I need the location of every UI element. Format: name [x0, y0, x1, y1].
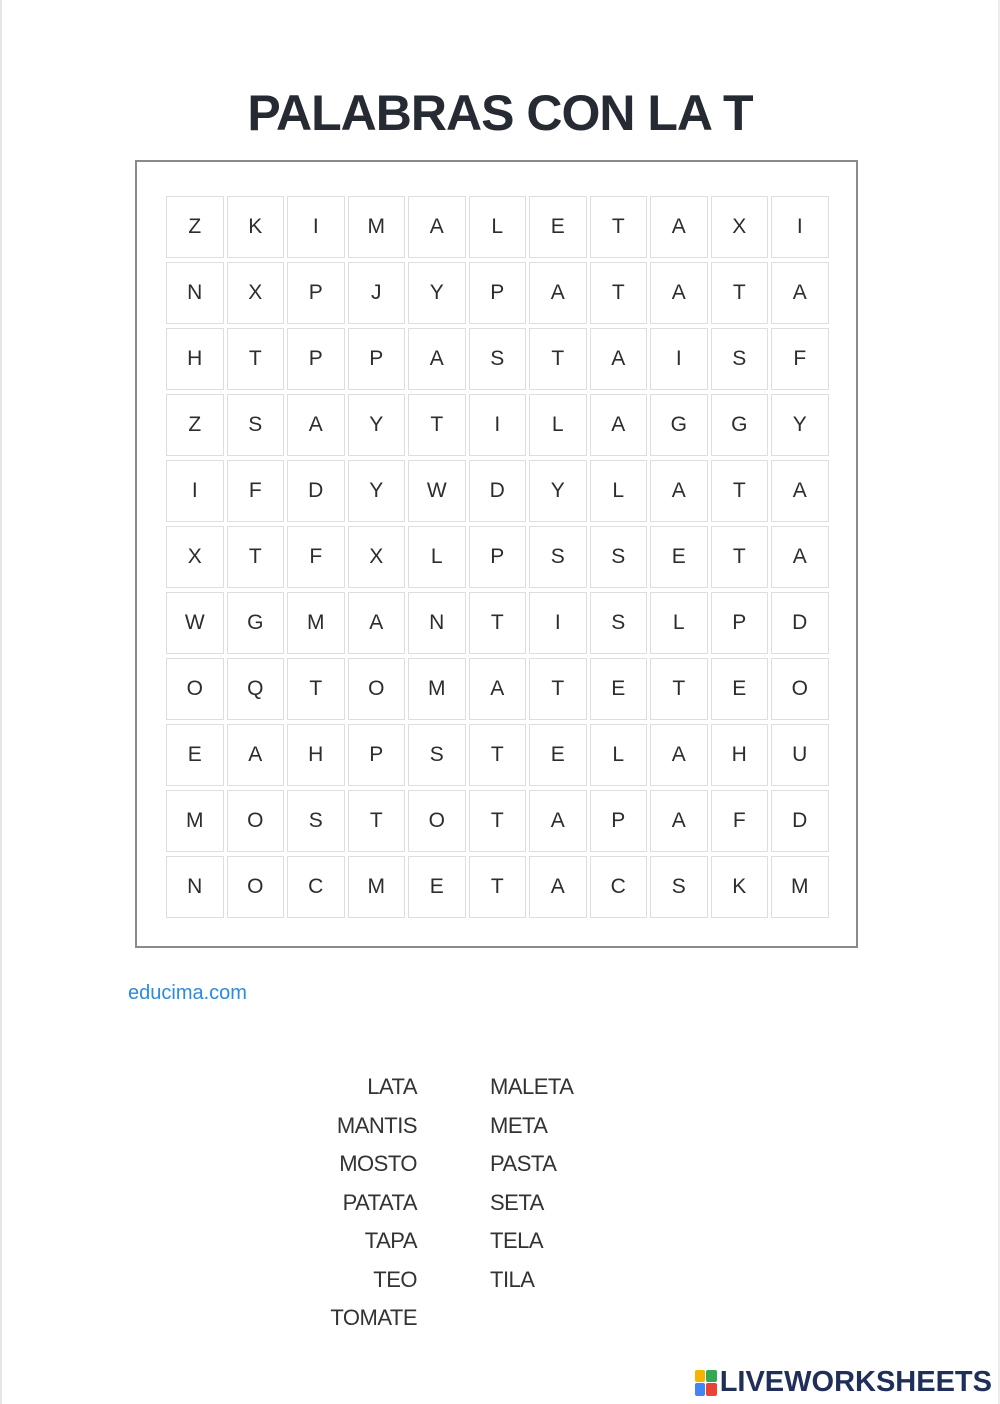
grid-cell[interactable]: T: [711, 262, 769, 324]
grid-cell[interactable]: L: [650, 592, 708, 654]
grid-cell[interactable]: S: [408, 724, 466, 786]
grid-cell[interactable]: Y: [408, 262, 466, 324]
grid-cell[interactable]: T: [469, 592, 527, 654]
grid-cell[interactable]: H: [166, 328, 224, 390]
grid-cell[interactable]: E: [529, 196, 587, 258]
grid-cell[interactable]: H: [287, 724, 345, 786]
grid-cell[interactable]: N: [166, 856, 224, 918]
grid-cell[interactable]: T: [408, 394, 466, 456]
grid-cell[interactable]: X: [711, 196, 769, 258]
grid-cell[interactable]: M: [166, 790, 224, 852]
grid-cell[interactable]: T: [529, 328, 587, 390]
grid-cell[interactable]: M: [771, 856, 829, 918]
grid-cell[interactable]: A: [227, 724, 285, 786]
word-list-item: TILA: [490, 1266, 535, 1292]
grid-cell[interactable]: J: [348, 262, 406, 324]
grid-cell[interactable]: E: [529, 724, 587, 786]
grid-cell[interactable]: W: [408, 460, 466, 522]
word-search-grid: [166, 196, 829, 918]
grid-cell[interactable]: A: [529, 790, 587, 852]
logo-tile: [695, 1370, 706, 1383]
grid-cell[interactable]: O: [408, 790, 466, 852]
grid-cell[interactable]: T: [650, 658, 708, 720]
grid-cell[interactable]: P: [348, 724, 406, 786]
grid-cell[interactable]: E: [408, 856, 466, 918]
grid-cell[interactable]: P: [287, 262, 345, 324]
grid-cell[interactable]: C: [287, 856, 345, 918]
grid-cell[interactable]: O: [348, 658, 406, 720]
grid-cell[interactable]: Z: [166, 394, 224, 456]
liveworksheets-brand[interactable]: [695, 1366, 992, 1399]
grid-cell[interactable]: D: [469, 460, 527, 522]
word-list-item: MANTIS: [336, 1112, 417, 1138]
grid-cell[interactable]: S: [711, 328, 769, 390]
logo-tile: [695, 1383, 706, 1396]
grid-cell[interactable]: N: [408, 592, 466, 654]
grid-cell[interactable]: Z: [166, 196, 224, 258]
brand-name: LIVEWORKSHEETS: [719, 1366, 992, 1398]
grid-cell[interactable]: L: [408, 526, 466, 588]
grid-cell[interactable]: T: [227, 328, 285, 390]
grid-cell[interactable]: G: [227, 592, 285, 654]
grid-cell[interactable]: T: [590, 262, 648, 324]
grid-cell[interactable]: O: [771, 658, 829, 720]
grid-cell[interactable]: I: [529, 592, 587, 654]
liveworksheets-logo-icon: [695, 1370, 717, 1396]
grid-cell[interactable]: L: [590, 724, 648, 786]
grid-cell[interactable]: A: [650, 460, 708, 522]
grid-cell[interactable]: N: [166, 262, 224, 324]
grid-cell[interactable]: X: [348, 526, 406, 588]
grid-cell[interactable]: E: [650, 526, 708, 588]
logo-tile: [706, 1370, 717, 1383]
grid-cell[interactable]: F: [227, 460, 285, 522]
grid-cell[interactable]: T: [711, 460, 769, 522]
grid-cell[interactable]: P: [590, 790, 648, 852]
grid-cell[interactable]: D: [771, 790, 829, 852]
grid-cell[interactable]: X: [227, 262, 285, 324]
grid-cell[interactable]: M: [408, 658, 466, 720]
grid-cell[interactable]: P: [287, 328, 345, 390]
grid-cell[interactable]: P: [469, 262, 527, 324]
grid-cell[interactable]: T: [469, 724, 527, 786]
grid-cell[interactable]: O: [227, 856, 285, 918]
grid-cell[interactable]: A: [469, 658, 527, 720]
grid-cell[interactable]: T: [469, 790, 527, 852]
grid-cell[interactable]: A: [287, 394, 345, 456]
page-edge: [0, 0, 2, 1404]
grid-cell[interactable]: U: [771, 724, 829, 786]
grid-cell[interactable]: A: [408, 196, 466, 258]
grid-cell[interactable]: L: [469, 196, 527, 258]
grid-cell[interactable]: I: [771, 196, 829, 258]
grid-cell[interactable]: A: [590, 328, 648, 390]
grid-cell[interactable]: P: [348, 328, 406, 390]
grid-cell[interactable]: S: [529, 526, 587, 588]
word-list-left: [290, 1068, 417, 1338]
grid-cell[interactable]: A: [650, 724, 708, 786]
grid-cell[interactable]: S: [287, 790, 345, 852]
grid-cell[interactable]: M: [287, 592, 345, 654]
grid-cell[interactable]: F: [771, 328, 829, 390]
grid-cell[interactable]: A: [408, 328, 466, 390]
grid-cell[interactable]: I: [650, 328, 708, 390]
grid-cell[interactable]: T: [227, 526, 285, 588]
grid-cell[interactable]: K: [711, 856, 769, 918]
grid-cell[interactable]: S: [469, 328, 527, 390]
grid-cell[interactable]: I: [287, 196, 345, 258]
grid-cell[interactable]: I: [166, 460, 224, 522]
word-list-item: PATATA: [342, 1189, 417, 1215]
grid-cell[interactable]: P: [711, 592, 769, 654]
grid-cell[interactable]: T: [711, 526, 769, 588]
grid-cell[interactable]: T: [348, 790, 406, 852]
grid-cell[interactable]: E: [711, 658, 769, 720]
grid-cell[interactable]: L: [590, 460, 648, 522]
word-list-item: TAPA: [364, 1228, 417, 1253]
logo-tile: [706, 1383, 717, 1396]
grid-cell[interactable]: T: [529, 658, 587, 720]
grid-cell[interactable]: Y: [348, 460, 406, 522]
grid-cell[interactable]: Y: [348, 394, 406, 456]
grid-cell[interactable]: G: [711, 394, 769, 456]
grid-cell[interactable]: T: [287, 658, 345, 720]
grid-cell[interactable]: A: [771, 526, 829, 588]
grid-cell[interactable]: C: [590, 856, 648, 918]
grid-cell[interactable]: A: [529, 262, 587, 324]
grid-cell[interactable]: D: [771, 592, 829, 654]
grid-cell[interactable]: A: [348, 592, 406, 654]
word-list-item: MALETA: [490, 1074, 574, 1099]
word-list-item: PASTA: [490, 1151, 557, 1176]
grid-cell[interactable]: S: [227, 394, 285, 456]
page-title: PALABRAS CON LA T: [247, 85, 753, 141]
grid-cell[interactable]: E: [166, 724, 224, 786]
grid-cell[interactable]: G: [650, 394, 708, 456]
grid-cell[interactable]: M: [348, 196, 406, 258]
word-list-item: TOMATE: [330, 1305, 417, 1330]
grid-cell[interactable]: X: [166, 526, 224, 588]
grid-cell[interactable]: O: [166, 658, 224, 720]
grid-cell[interactable]: S: [590, 592, 648, 654]
grid-cell[interactable]: D: [287, 460, 345, 522]
grid-cell[interactable]: A: [529, 856, 587, 918]
word-list-item: LATA: [367, 1074, 417, 1099]
word-list-item: SETA: [490, 1189, 544, 1215]
word-list-item: MOSTO: [339, 1151, 417, 1176]
grid-cell[interactable]: A: [771, 460, 829, 522]
grid-cell[interactable]: O: [227, 790, 285, 852]
grid-cell[interactable]: E: [590, 658, 648, 720]
grid-cell[interactable]: H: [711, 724, 769, 786]
grid-cell[interactable]: T: [590, 196, 648, 258]
word-list-item: TEO: [373, 1266, 417, 1292]
grid-cell[interactable]: I: [469, 394, 527, 456]
grid-cell[interactable]: A: [771, 262, 829, 324]
grid-cell[interactable]: F: [711, 790, 769, 852]
grid-cell[interactable]: A: [590, 394, 648, 456]
grid-cell[interactable]: L: [529, 394, 587, 456]
grid-cell[interactable]: Y: [771, 394, 829, 456]
grid-cell[interactable]: K: [227, 196, 285, 258]
grid-cell[interactable]: A: [650, 790, 708, 852]
grid-cell[interactable]: T: [469, 856, 527, 918]
grid-cell[interactable]: S: [590, 526, 648, 588]
word-list-item: META: [490, 1112, 548, 1138]
grid-cell[interactable]: A: [650, 262, 708, 324]
grid-cell[interactable]: W: [166, 592, 224, 654]
source-link[interactable]: educima.com: [128, 982, 247, 1004]
word-list-right: [490, 1068, 690, 1299]
grid-cell[interactable]: S: [650, 856, 708, 918]
grid-cell[interactable]: Y: [529, 460, 587, 522]
word-list-item: TELA: [490, 1228, 544, 1253]
grid-cell[interactable]: M: [348, 856, 406, 918]
grid-cell[interactable]: F: [287, 526, 345, 588]
grid-cell[interactable]: Q: [227, 658, 285, 720]
grid-cell[interactable]: A: [650, 196, 708, 258]
grid-cell[interactable]: P: [469, 526, 527, 588]
